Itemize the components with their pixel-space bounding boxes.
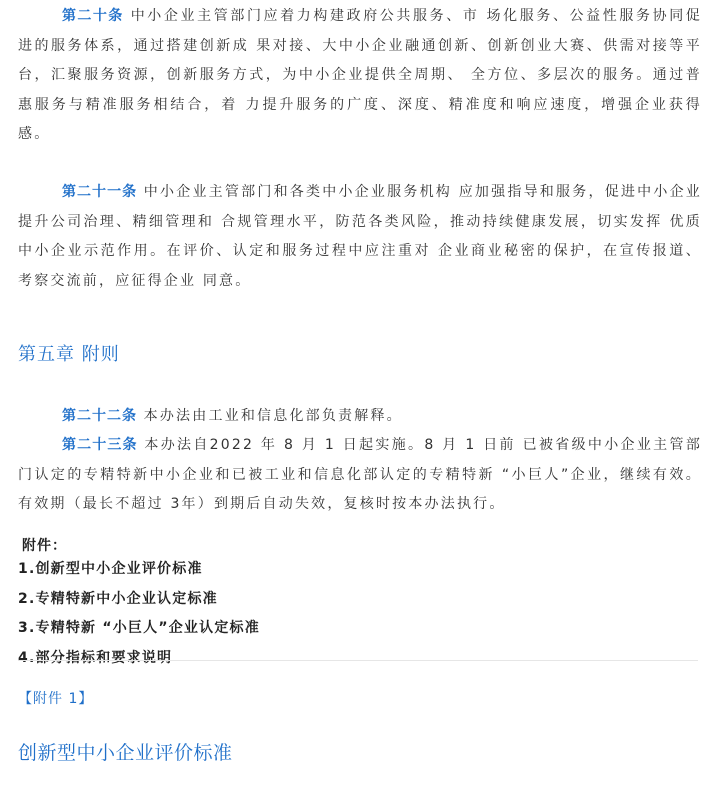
article-22-label: 第二十二条 xyxy=(62,408,137,424)
chapter-5-heading: 第五章 附则 xyxy=(18,344,120,365)
article-20-paragraph xyxy=(18,2,702,150)
article-22-paragraph xyxy=(18,402,702,432)
attachment-item-2: 2.专精特新中小企业认定标准 xyxy=(18,590,218,607)
attachments-list xyxy=(18,537,698,673)
article-23-label: 第二十三条 xyxy=(62,437,138,453)
attachment-item-1: 1.创新型中小企业评价标准 xyxy=(18,561,203,577)
article-23-text: 本办法自2022 年 8 月 1 日起实施。8 月 1 日前 已被省级中小企业主管部门认定的专精特新中小企业和已被工业和信息化部认定的专精特新 “小巨人”企业，继续有效。有效期（最长不超过 3年）到期后自动失效，复核时按本办法执行。 xyxy=(18,437,703,512)
article-21-text: 中小企业主管部门和各类中小企业服务机构 应加强指导和服务，促进中小企业提升公司治理、精细管理和 合规管理水平，防范各类风险，推动持续健康发展，切实发挥 优质中小企业示范作用。在评价、认定和服务过程中应注重对 企业商业秘密的保护，在宣传报道、考察交流前，应征得企业 同意。 xyxy=(18,184,703,289)
article-21-label: 第二十一条 xyxy=(62,184,138,200)
attachment-item-4: 4.部分指标和要求说明 xyxy=(18,649,173,666)
article-21-paragraph xyxy=(18,178,702,296)
attachment-1-tag: 【附件 1】 xyxy=(18,691,94,707)
attachments-title: 附件： xyxy=(22,538,67,554)
article-20-label: 第二十条 xyxy=(62,8,124,24)
attachment-1-title: 创新型中小企业评价标准 xyxy=(18,742,233,764)
article-22-text: 本办法由工业和信息化部负责解释。 xyxy=(137,408,403,424)
article-20-text: 中小企业主管部门应着力构建政府公共服务、市 场化服务、公益性服务协同促进的服务体系，通过搭建创新成 果对接、大中小企业融通创新、创新创业大赛、供需对接等平 台，汇聚服务资源，创新服务方式，为中小企业提供全周期、 全方位、多层次的服务。通过普惠服务与精准服务相结合，着 力提升服务的广度、深度、精准度和响应速度，增强企业获得感。 xyxy=(18,8,702,142)
article-23-paragraph xyxy=(18,431,702,520)
section-divider xyxy=(18,660,698,661)
attachment-item-3: 3.专精特新 “小巨人”企业认定标准 xyxy=(18,620,260,636)
